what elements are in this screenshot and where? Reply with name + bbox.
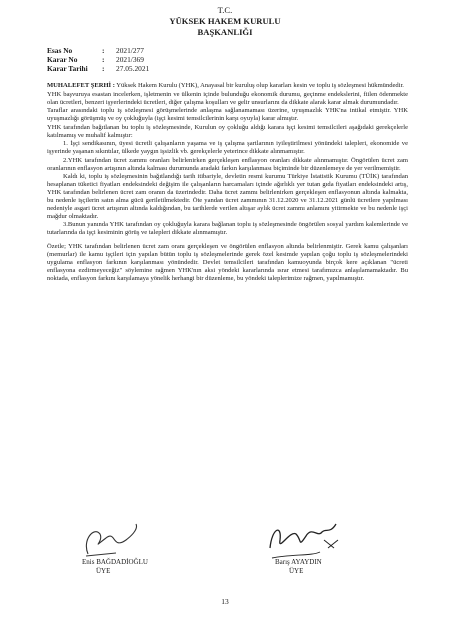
paragraph-item-3: 3.Bunun yanında YHK tarafından oy çokluğuyla karara bağlanan toplu iş sözleşmesinde öngörülen sosyal yardım kalemlerinde ve tutarlarında da işçi kesiminin görüş ve talepleri dikkate alınmamıştır. — [47, 221, 408, 237]
page-number: 13 — [221, 597, 229, 606]
paragraph-item-2: 2.YHK tarafından ücret zammı oranları belirlenirken gerçekleşen enflasyon oranları dikkate alınmamıştır. Öngörülen ücret zam oranlarının enflasyon artışının altında kalması durumunda aradaki farkın karşılanması biçiminde bir düzenlemeye de yer verilmemiştir. — [47, 156, 408, 172]
paragraph: Taraflar arasındaki toplu iş sözleşmesi görüşmelerinde anlaşma sağlanamaması üzerine, uyuşmazlık YHK'na intikal etmiştir. YHK uyuşmazlığı görüşmüş ve oy çokluğuyla (işçi kesimi temsilcilerinin karşı oyuyla) karar almıştır. — [47, 107, 408, 122]
header-tc: T.C. — [217, 5, 233, 15]
meta-row-karar — [47, 55, 149, 64]
meta-value: 2021/369 — [116, 55, 144, 65]
header-presidency: BAŞKANLIĞI — [197, 27, 253, 37]
paragraph-item-1: 1. İşçi sendikasının, üyesi ücretli çalışanların yaşama ve iş çalışma şartlarının iyileştirilmesi yönündeki talepleri, ekonomide ve işyerinde yaşanan sıkıntılar, ülkede yaygın işsizlik vb. gerekçelerle yeterince dikkate alınmamıştır. — [47, 140, 408, 155]
meta-sep: : — [102, 64, 105, 74]
meta-key: Esas No — [47, 46, 73, 55]
signatory-role: ÜYE — [289, 566, 304, 575]
paragraph-summary: Özetle; YHK tarafından belirlenen ücret zam oranı gerçekleşen ve öngörülen enflasyon altında belirlenmiştir. Gerek kamu çalışanları (memurlar) ile kamu işçileri için yapılan bütün toplu iş sözleşmelerinde gerek özel kesimde yapılan çoğu toplu iş sözleşmelerindeki uygulama enflasyon farkının karşılanması yönündedir. Devlet temsilcileri tarafından kamuoyunda birçok kere açıklanan "ücreti enflasyona ezdirmeyeceğiz" söylemine rağmen YHK'nın aksi yöndeki kararlarında ısrar etmesi tarafımızca anlaşılamamaktadır. Bu noktada, enflasyon farkını karşılamaya yönelik herhangi bir düzenleme, bu yöndeki taleplerimize rağmen, yapılmamıştır. — [47, 243, 408, 283]
meta-key: Karar No — [47, 55, 78, 65]
meta-value: 2021/277 — [116, 46, 144, 55]
case-meta — [47, 46, 149, 74]
signatory-role: ÜYE — [96, 566, 111, 575]
signature-left — [82, 558, 172, 575]
meta-row-tarih — [47, 64, 149, 73]
signatory-name: Enis BAĞDADİOĞLU — [82, 558, 148, 566]
signatory-name: Barış AYAYDIN — [275, 558, 322, 566]
meta-sep: : — [102, 46, 105, 55]
meta-key: Karar Tarihi — [47, 64, 88, 74]
paragraph: Kaldı ki, toplu iş sözleşmesinin bağıtlandığı tarih itibariyle, devletin resmi kurumu Türkiye İstatistik Kurumu (TÜİK) tarafından hesaplanan tüketici fiyatları endeksindeki değişim ile çalışanların harcamaları içinde ağırlıklı yer tutan gıda fiyatları endeksindeki artış, YHK tarafından belirlenen ücret zam oranın da üzerindedir. Daha ücret zammı belirlenirken gerçekleşen enflasyonun altında kalmakta, bu nedenle işçilerin satın alma gücü geriletilmektedir. Öte yandan ücret zammının 31.12.2020 ve 31.12.2021 günlü ücretlere yapılması nedeniyle asgari ücret artışının altında kaldığından, bu tarihlerde verilen altışar aylık ücret zammı anlamını yitirmekte ve bu nedenle işçi mağdur olmaktadır. — [47, 173, 408, 220]
paragraph: YHK tarafından bağıtlanan bu toplu iş sözleşmesinde, Kurulun oy çokluğu aldığı karara işçi kesimi temsilcileri aşağıdaki gerekçelerle katılmamış ve muhalif kalmıştır: — [47, 123, 408, 139]
signature-right — [275, 558, 355, 575]
header-institution: YÜKSEK HAKEM KURULU — [169, 16, 281, 26]
signature-scribble-left — [76, 520, 146, 560]
meta-row-esas — [47, 46, 149, 55]
meta-sep: : — [102, 55, 105, 65]
dissent-body — [47, 82, 408, 284]
signature-scribble-right — [262, 518, 342, 562]
dissent-label: MUHALEFET ŞERHİ : — [47, 82, 115, 89]
intro-text: Yüksek Hakem Kurulu (YHK), Anayasal bir kuruluş olup kararları kesin ve toplu iş sözleşmesi hükmündedir. — [114, 82, 404, 89]
paragraph: YHK başvuruya esastan incelerken, işletmenin ve ülkenin içinde bulunduğu ekonomik durumu, geçinme endekslerini, fiilen ödenmekte olan ücretleri, benzeri işyerlerindeki ücretleri, diğer çalışma koşulları ve gelir unsurlarını da dikkate alarak karar almak durumundadır. — [47, 90, 408, 106]
paragraph-intro — [47, 82, 408, 90]
meta-value: 27.05.2021 — [116, 64, 150, 74]
